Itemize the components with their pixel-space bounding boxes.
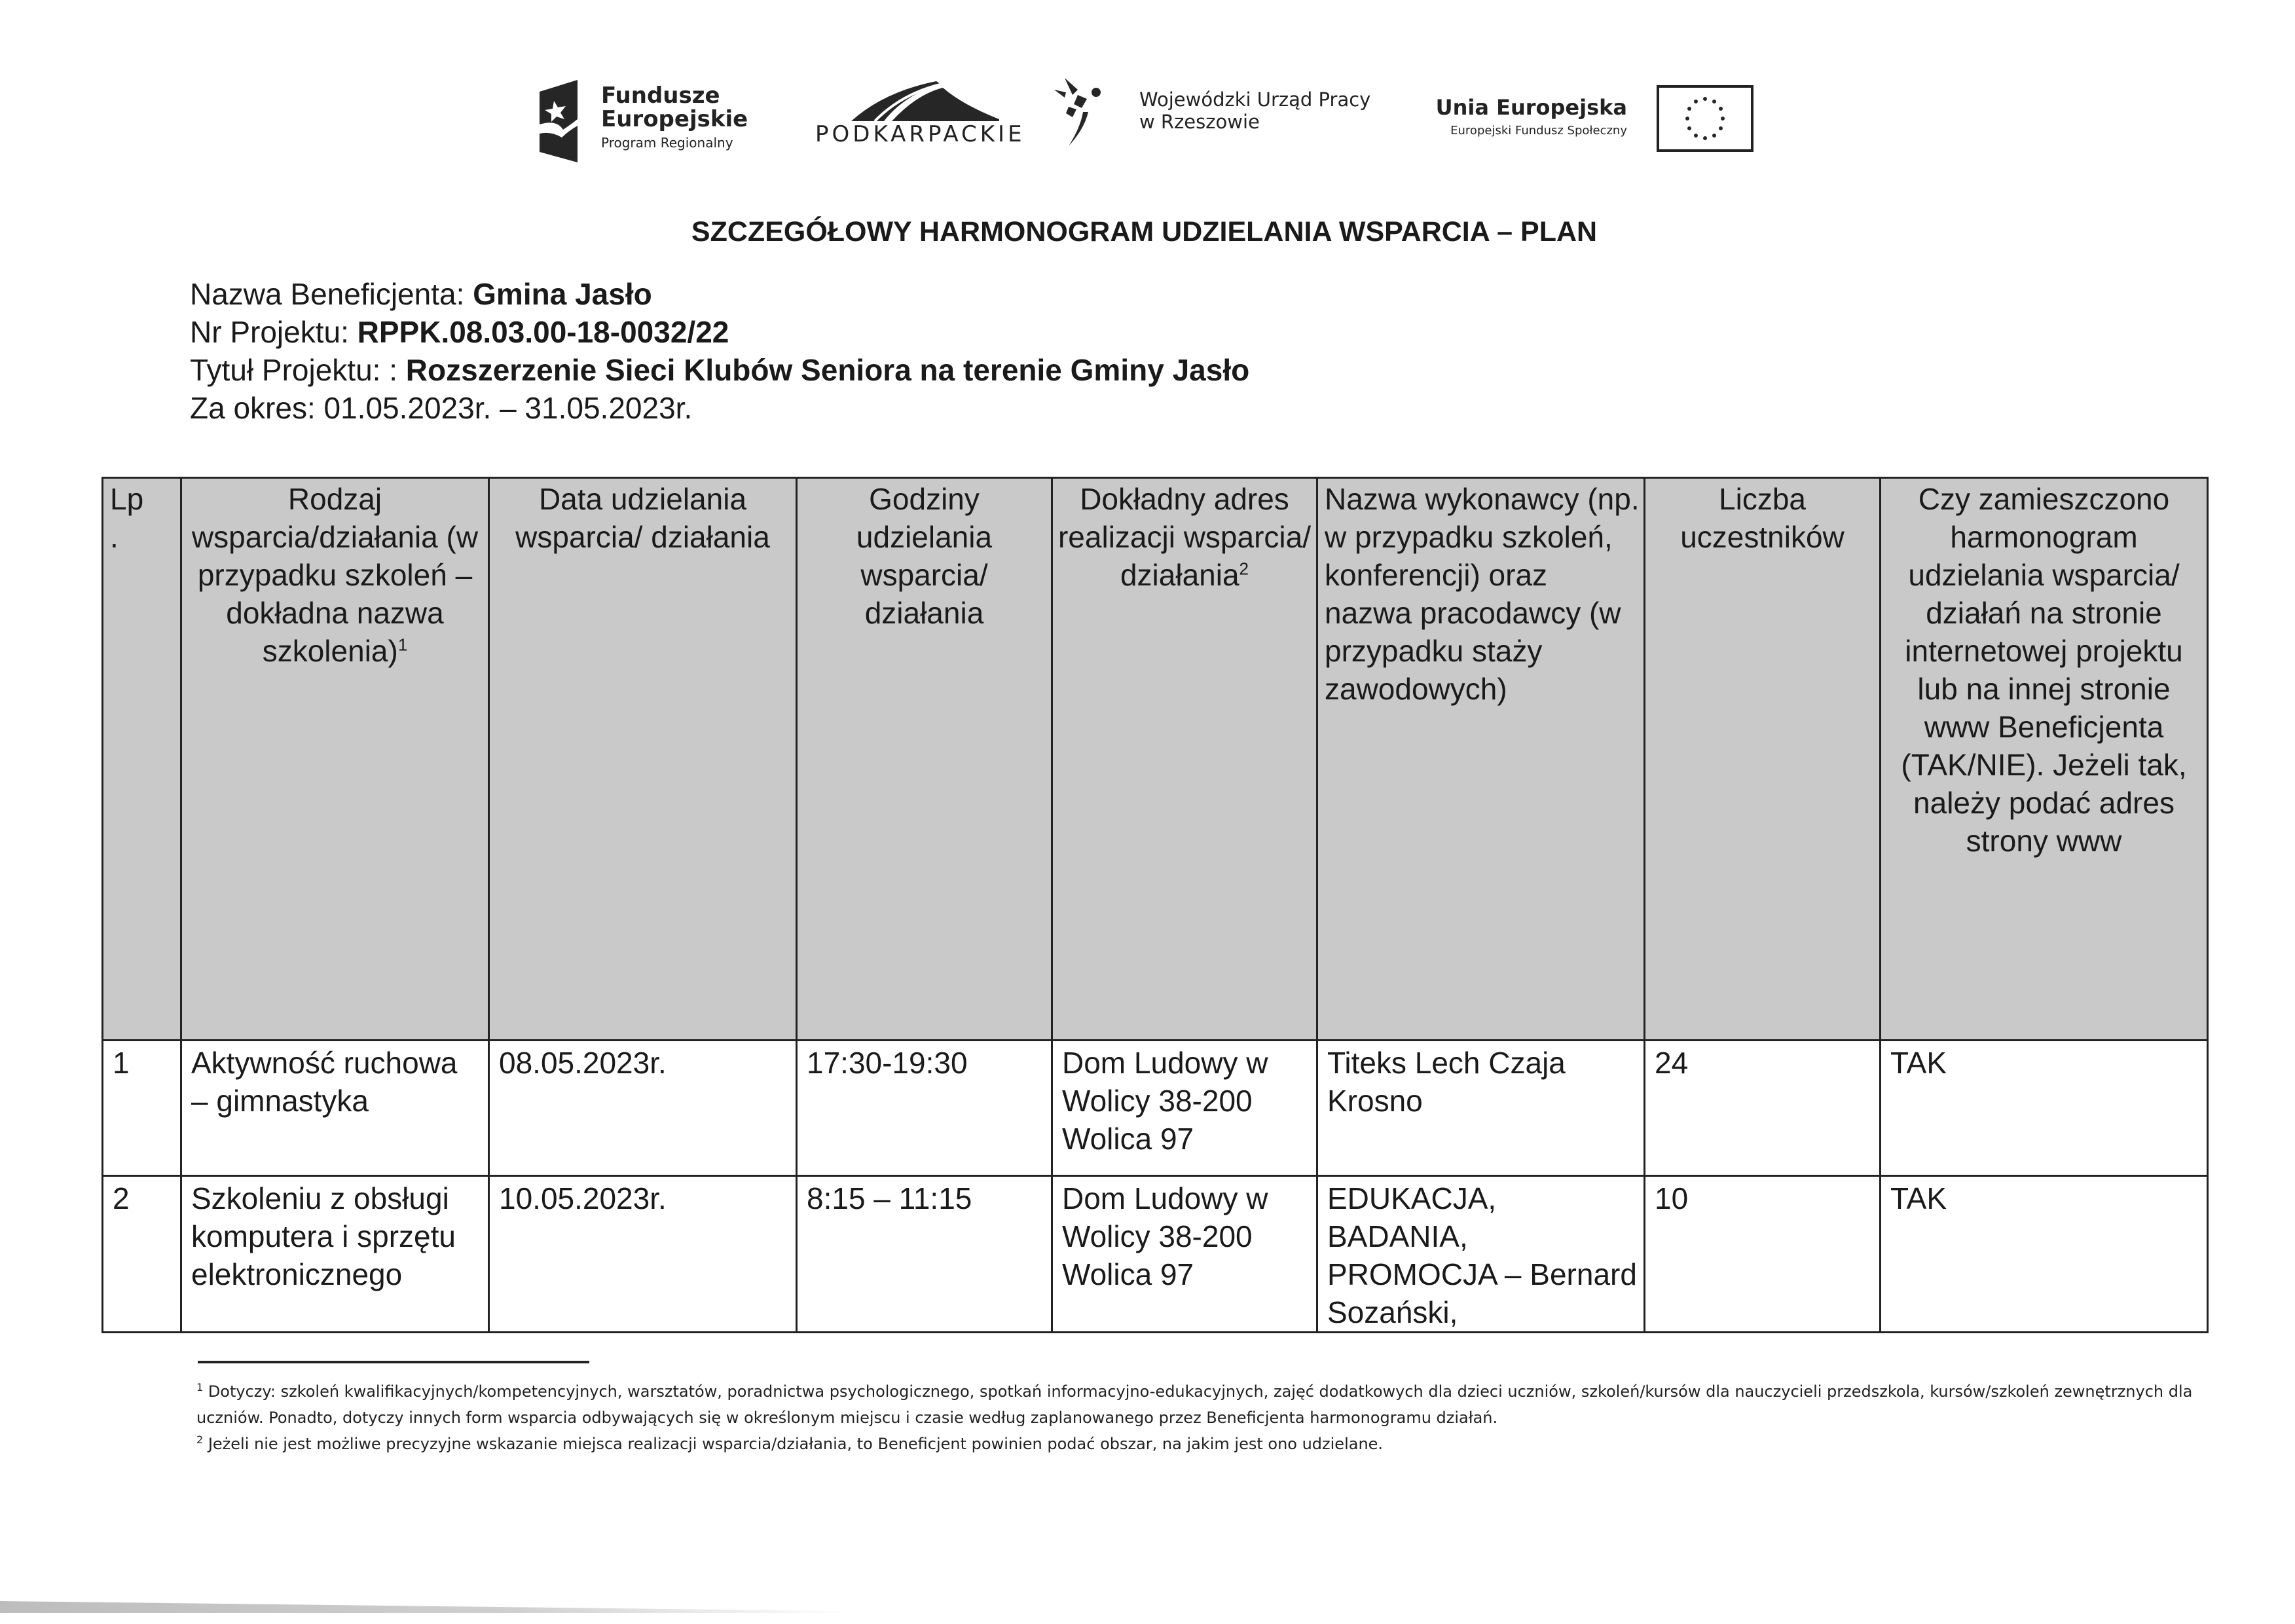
- header-date: [489, 478, 797, 1041]
- beneficiary-line: [190, 275, 1249, 313]
- logo-fe-line2: Europejskie: [601, 106, 748, 132]
- footnote-ref-1: 1: [397, 635, 408, 655]
- footnote-separator: [198, 1361, 589, 1363]
- cell-type: Szkoleniu z obsługi komputera i sprzętu elektronicznego: [181, 1176, 489, 1333]
- header-participants-text: Liczba uczestników: [1680, 482, 1845, 554]
- cell-published: TAK: [1881, 1176, 2208, 1333]
- project-meta: [190, 275, 1249, 427]
- cell-address: Dom Ludowy w Wolicy 38-200 Wolica 97: [1052, 1176, 1317, 1333]
- footnote-ref-2: 2: [1239, 559, 1249, 579]
- footnote-2-mark: 2: [196, 1433, 204, 1446]
- table-header-row: [103, 478, 2208, 1041]
- schedule-table: [101, 477, 2209, 1333]
- table-row: [103, 1041, 2208, 1176]
- logo-wup-line2: w Rzeszowie: [1139, 111, 1260, 133]
- header-hours: [797, 478, 1052, 1041]
- scan-edge-shadow: [0, 1601, 851, 1613]
- header-address: [1052, 478, 1317, 1041]
- header-type: [181, 478, 489, 1041]
- wup-rzeszow-logo-icon: [1054, 75, 1113, 147]
- footnote-1: [196, 1378, 2226, 1431]
- table-row: [103, 1176, 2208, 1333]
- cell-date: 08.05.2023r.: [489, 1041, 797, 1176]
- cell-participants: 10: [1645, 1176, 1881, 1333]
- project-number-line: [190, 313, 1249, 351]
- fundusze-europejskie-logo-icon: [537, 79, 583, 164]
- wup-rzeszow-logo-text: [1139, 88, 1370, 133]
- unia-europejska-logo-text: [1405, 95, 1627, 138]
- eu-flag-icon: [1657, 85, 1753, 152]
- project-number-label: Nr Projektu:: [190, 315, 358, 349]
- logo-fe-line1: Fundusze: [601, 83, 720, 109]
- cell-lp: 2: [103, 1176, 181, 1333]
- period-line: Za okres: 01.05.2023r. – 31.05.2023r.: [190, 391, 693, 425]
- header-type-text: Rodzaj wsparcia/działania (w przypadku szkoleń – dokładna nazwa szkolenia): [191, 482, 479, 668]
- header-date-text: Data udzielania wsparcia/ działania: [515, 482, 770, 554]
- project-number-value: RPPK.08.03.00-18-0032/22: [357, 315, 729, 349]
- logo-ue-line1: Unia Europejska: [1435, 95, 1627, 120]
- header-hours-text: Godziny udzielania wsparcia/ działania: [856, 482, 993, 630]
- header-contractor: [1317, 478, 1645, 1041]
- podkarpackie-mountain-logo-icon: [845, 79, 1002, 124]
- header-lp-dot: .: [110, 520, 119, 554]
- document-title: [0, 216, 2295, 248]
- cell-address: Dom Ludowy w Wolicy 38-200 Wolica 97: [1052, 1041, 1317, 1176]
- cell-contractor: Titeks Lech Czaja Krosno: [1317, 1041, 1645, 1176]
- footnote-1-mark: 1: [196, 1381, 204, 1393]
- cell-participants: 24: [1645, 1041, 1881, 1176]
- project-title-line: [190, 351, 1249, 389]
- project-title-label: Tytuł Projektu: :: [190, 353, 406, 387]
- header-published-text: Czy zamieszczono harmonogram udzielania wsparcia/ działań na stronie internetowej projektu lub na innej stronie www Beneficjenta (TAK/NIE). Jeżeli tak, należy podać adres strony www: [1901, 482, 2187, 858]
- logo-fe-line3: Program Regionalny: [601, 135, 733, 151]
- footnote-1-text: Dotyczy: szkoleń kwalifikacyjnych/kompetencyjnych, warsztatów, poradnictwa psychologicznego, spotkań informacyjno-edukacyjnych, zajęć dodatkowych dla dzieci uczniów, szkoleń/kursów dla nauczycieli przedszkola, kursów/szkoleń zewnętrznych dla uczniów. Ponadto, dotyczy innych form wsparcia odbywających się w określonym miejscu i czasie według zaplanowanego przez Beneficjenta harmonogramu działań.: [196, 1382, 2193, 1427]
- header-lp: [103, 478, 181, 1041]
- footnote-2-text: Jeżeli nie jest możliwe precyzyjne wskazanie miejsca realizacji wsparcia/działania, to Beneficjent powinien podać obszar, na jakim jest ono udzielane.: [208, 1435, 1384, 1453]
- footnotes: [196, 1378, 2226, 1457]
- cell-hours: 8:15 – 11:15: [797, 1176, 1052, 1333]
- cell-hours: 17:30-19:30: [797, 1041, 1052, 1176]
- cell-contractor: EDUKACJA, BADANIA, PROMOCJA – Bernard Sozański,: [1317, 1176, 1645, 1333]
- project-title-value: Rozszerzenie Sieci Klubów Seniora na terenie Gminy Jasło: [405, 353, 1250, 387]
- header-contractor-text: Nazwa wykonawcy (np. w przypadku szkoleń, konferencji) oraz nazwa pracodawcy (w przypadku staży zawodowych): [1325, 482, 1640, 706]
- cell-type: Aktywność ruchowa – gimnastyka: [181, 1041, 489, 1176]
- fundusze-europejskie-logo-text: [601, 84, 748, 151]
- header-lp-text: Lp: [110, 482, 144, 516]
- cell-lp: 1: [103, 1041, 181, 1176]
- document-title-text: SZCZEGÓŁOWY HARMONOGRAM UDZIELANIA WSPARCIA – PLAN: [691, 216, 1598, 248]
- logo-wup-line1: Wojewódzki Urząd Pracy: [1139, 88, 1371, 111]
- footnote-2: [196, 1431, 2226, 1457]
- beneficiary-label: Nazwa Beneficjenta:: [190, 277, 473, 311]
- header-participants: [1645, 478, 1881, 1041]
- beneficiary-value: Gmina Jasło: [473, 277, 652, 311]
- header-address-text: Dokładny adres realizacji wsparcia/ działania: [1057, 482, 1311, 592]
- cell-date: 10.05.2023r.: [489, 1176, 797, 1333]
- header-published: [1881, 478, 2208, 1041]
- podkarpackie-logo-text: PODKARPACKIE: [815, 121, 1025, 147]
- logo-ue-line2: Europejski Fundusz Społeczny: [1450, 124, 1627, 138]
- cell-published: TAK: [1881, 1041, 2208, 1176]
